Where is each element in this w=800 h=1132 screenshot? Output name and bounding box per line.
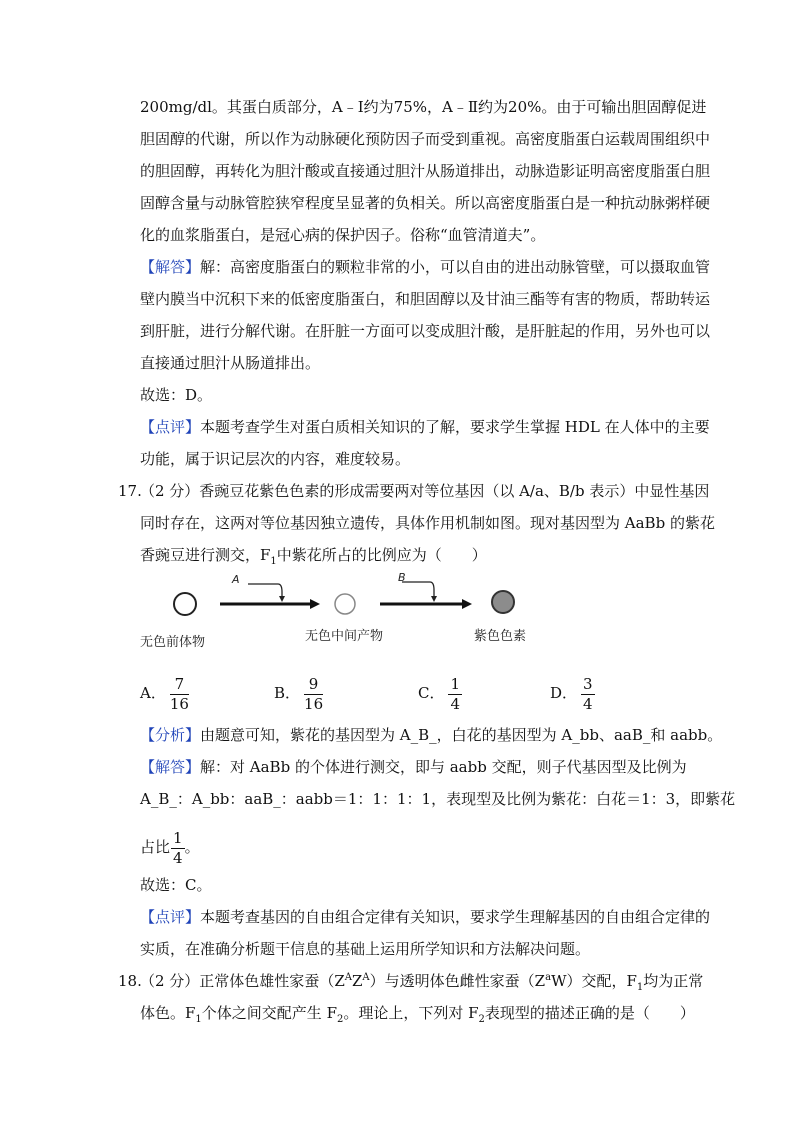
- comment-line: 功能，属于识记层次的内容，难度较易。: [140, 450, 411, 468]
- option-b-fraction: $\frac{9}{16}$: [304, 675, 324, 713]
- comment-line: [140, 910, 710, 925]
- option-c-fraction: $\frac{1}{4}$: [450, 675, 461, 713]
- solution-line: [140, 260, 710, 275]
- arrow-2-head: [462, 599, 472, 609]
- enzyme-b-arrow: [402, 582, 434, 600]
- enzyme-b-label: B: [398, 571, 406, 584]
- comment-line: [140, 420, 710, 435]
- option-b: B． $\frac{9}{16}$: [274, 675, 324, 713]
- question-number: 18.: [118, 972, 142, 990]
- answer-text-line: 固醇含量与动脉管腔狭窄程度呈显著的负相关。所以高密度脂蛋白是一种抗动脉粥样硬: [140, 194, 711, 212]
- ratio-fraction: $\frac{1}{4}$: [173, 829, 183, 867]
- option-a-fraction: $\frac{7}{16}$: [169, 675, 189, 713]
- comment-text: 本题考查基因的自由组合定律有关知识，要求学生理解基因的自由组合定律的: [200, 908, 711, 926]
- solution-line: 直接通过胆汁从肠道排出。: [140, 354, 321, 372]
- enzyme-a-label: A: [232, 573, 240, 586]
- answer-text-line: 200mg/dl。其蛋白质部分，A﹣Ⅰ约为75%，A﹣Ⅱ约为20%。由于可输出胆固醇促进: [140, 98, 707, 116]
- intermediate-circle: [335, 594, 355, 614]
- precursor-circle: [174, 593, 196, 615]
- comment-line: 实质，在准确分析题干信息的基础上运用所学知识和方法解决问题。: [140, 940, 591, 958]
- solution-text: 解：对 AaBb 的个体进行测交，即与 aabb 交配，则子代基因型及比例为: [200, 758, 687, 776]
- comment-text: 本题考查学生对蛋白质相关知识的了解，要求学生掌握 HDL 在人体中的主要: [200, 418, 710, 436]
- analysis-tag: 【分析】: [140, 726, 201, 744]
- answer-text-line: 的胆固醇，再转化为胆汁酸或直接通过胆汁从肠道排出，动脉造影证明高密度脂蛋白胆: [140, 162, 711, 180]
- pathway-diagram: [140, 568, 540, 658]
- solution-tag: 【解答】: [140, 758, 201, 776]
- solution-line: [140, 760, 687, 775]
- option-d-fraction: $\frac{3}{4}$: [583, 675, 593, 713]
- intermediate-label: 无色中间产物: [305, 629, 384, 644]
- solution-text: 解：高密度脂蛋白的颗粒非常的小，可以自由的进出动脉管壁，可以摄取血管: [200, 258, 711, 276]
- answer-text-line: 化的血浆脂蛋白，是冠心病的保护因子。俗称“血管清道夫”。: [140, 226, 546, 244]
- ratio-line: 占比 $\frac{1}{4}$ 。: [140, 829, 200, 867]
- option-d: D． $\frac{3}{4}$: [550, 675, 593, 713]
- comment-tag: 【点评】: [140, 418, 201, 436]
- question-text-line: （2 分）正常体色雄性家蚕$(Z^AZ^A)$与透明体色雌性家蚕$(Z^aW)$交配，$F_1$均为正常: [140, 972, 704, 993]
- enzyme-a-arrow: [248, 584, 282, 600]
- answer-text-line: 胆固醇的代谢，所以作为动脉硬化预防因子而受到重视。高密度脂蛋白运载周围组织中: [140, 130, 711, 148]
- question-text-line: 同时存在，这两对等位基因独立遗传，具体作用机制如图。现对基因型为 AaBb 的紫花: [140, 514, 715, 532]
- solution-tag: 【解答】: [140, 258, 201, 276]
- solution-line: 壁内膜当中沉积下来的低密度脂蛋白，和胆固醇以及甘油三酯等有害的物质，帮助转运: [140, 290, 711, 308]
- choice-line: 故选：C。: [140, 876, 212, 894]
- solution-line: 到肝脏，进行分解代谢。在肝脏一方面可以变成胆汁酸，是肝脏起的作用，另外也可以: [140, 322, 711, 340]
- enzyme-b-arrowhead: [431, 596, 437, 602]
- option-c: C． $\frac{1}{4}$: [418, 675, 461, 713]
- arrow-1-head: [310, 599, 320, 609]
- question-text-line: （2 分）香豌豆花紫色色素的形成需要两对等位基因（以 A/a、B/b 表示）中显性基因: [140, 482, 710, 500]
- comment-tag: 【点评】: [140, 908, 201, 926]
- precursor-label: 无色前体物: [140, 635, 206, 650]
- question-number: 17.: [118, 482, 142, 500]
- solution-line: A_B_：A_bb：aaB_：aabb＝1：1：1：1，表现型及比例为紫花：白花＝1：3，即紫花: [140, 790, 736, 808]
- question-text-line: 香豌豆进行测交，$F_1$中紫花所占的比例应为（ ）: [140, 546, 487, 567]
- enzyme-a-arrowhead: [279, 596, 285, 602]
- choice-line: 故选：D。: [140, 386, 213, 404]
- pigment-circle: [492, 591, 514, 613]
- question-text-line: 体色。$F_1$个体之间交配产生 $F_2$。理论上，下列对 $F_2$表现型的描述正确的是（ ）: [140, 1004, 695, 1025]
- pigment-label: 紫色色素: [474, 629, 527, 644]
- option-a: A． $\frac{7}{16}$: [140, 675, 189, 713]
- analysis-text: 由题意可知，紫花的基因型为 A_B_，白花的基因型为 A_bb、aaB_和 aabb。: [200, 726, 723, 744]
- analysis-line: [140, 728, 722, 743]
